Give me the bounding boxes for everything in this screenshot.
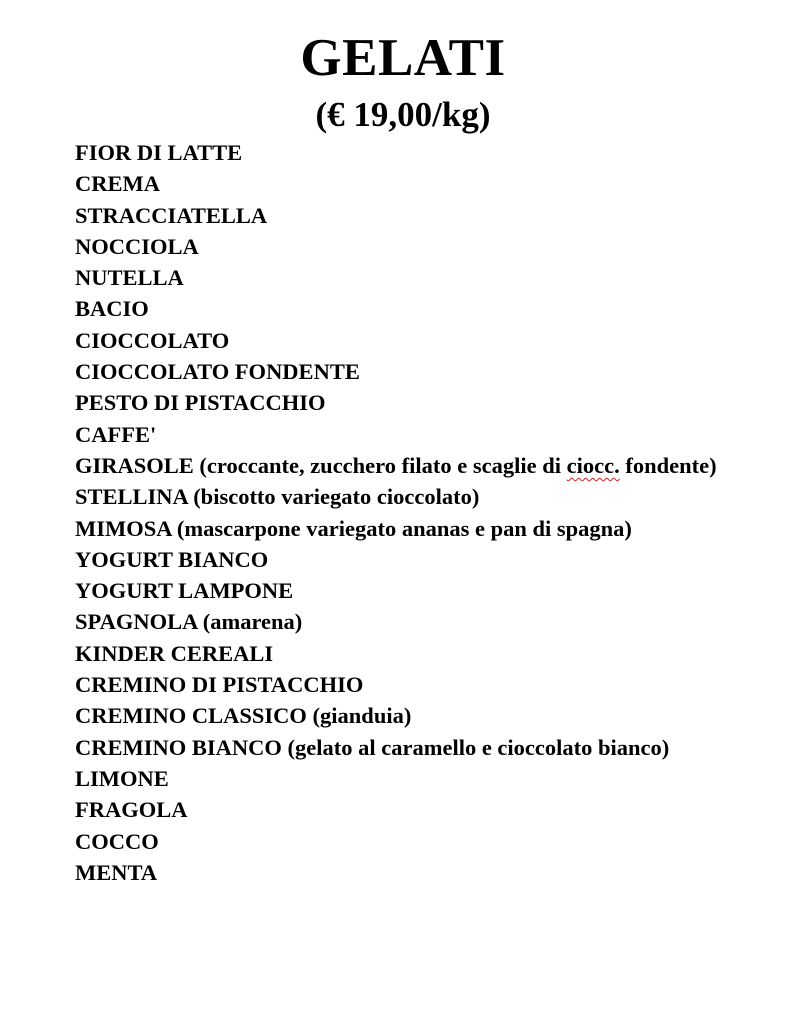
list-item bbox=[75, 638, 731, 669]
flavor-name: SPAGNOLA bbox=[75, 609, 198, 635]
list-item bbox=[75, 669, 731, 700]
flavor-description: (biscotto variegato cioccolato) bbox=[193, 484, 480, 510]
flavor-name: YOGURT BIANCO bbox=[75, 546, 269, 572]
list-item bbox=[75, 200, 731, 231]
flavor-name: KINDER CEREALI bbox=[75, 640, 274, 666]
price-per-kg: (€ 19,00/kg) bbox=[315, 95, 491, 134]
flavor-name: MENTA bbox=[75, 859, 158, 885]
flavor-description: (gelato al caramello e cioccolato bianco) bbox=[287, 734, 670, 760]
flavor-name: STELLINA bbox=[75, 484, 188, 510]
list-item bbox=[75, 826, 731, 857]
list-item bbox=[75, 168, 731, 199]
list-item bbox=[75, 606, 731, 637]
page-title: GELATI bbox=[300, 29, 506, 87]
flavor-name: FRAGOLA bbox=[75, 797, 188, 823]
list-item bbox=[75, 544, 731, 575]
flavor-name: CREMA bbox=[75, 171, 160, 197]
list-item bbox=[75, 794, 731, 825]
flavor-name: STRACCIATELLA bbox=[75, 202, 268, 228]
flavor-name: CAFFE' bbox=[75, 421, 157, 447]
list-item bbox=[75, 732, 731, 763]
flavor-name: BACIO bbox=[75, 296, 149, 322]
list-item bbox=[75, 356, 731, 387]
list-item bbox=[75, 700, 731, 731]
flavor-name: PESTO DI PISTACCHIO bbox=[75, 390, 326, 416]
list-item bbox=[75, 419, 731, 450]
spellcheck-flagged-word: ciocc. bbox=[566, 452, 620, 478]
flavor-name: COCCO bbox=[75, 828, 159, 854]
flavor-name: NOCCIOLA bbox=[75, 233, 199, 259]
list-item bbox=[75, 293, 731, 324]
flavor-name: MIMOSA bbox=[75, 515, 172, 541]
list-item bbox=[75, 387, 731, 418]
list-item bbox=[75, 857, 731, 888]
flavor-name: YOGURT LAMPONE bbox=[75, 578, 294, 604]
description-text: fondente) bbox=[619, 452, 717, 478]
flavor-name: CIOCCOLATO FONDENTE bbox=[75, 359, 360, 385]
flavor-name: FIOR DI LATTE bbox=[75, 140, 243, 165]
flavor-name: CIOCCOLATO bbox=[75, 327, 230, 353]
flavor-name: NUTELLA bbox=[75, 265, 184, 291]
list-item bbox=[75, 575, 731, 606]
flavor-name: LIMONE bbox=[75, 765, 169, 791]
flavor-list bbox=[75, 137, 731, 888]
flavor-description: (amarena) bbox=[202, 609, 303, 635]
list-item bbox=[75, 325, 731, 356]
list-item bbox=[75, 262, 731, 293]
flavor-name: CREMINO CLASSICO bbox=[75, 703, 307, 729]
flavor-name: CREMINO BIANCO bbox=[75, 734, 282, 760]
list-item bbox=[75, 481, 731, 512]
flavor-description bbox=[199, 453, 716, 478]
list-item bbox=[75, 137, 731, 168]
flavor-description: (mascarpone variegato ananas e pan di spagna) bbox=[176, 515, 632, 541]
list-item bbox=[75, 513, 731, 544]
list-item bbox=[75, 231, 731, 262]
flavor-description: (gianduia) bbox=[312, 703, 412, 729]
list-item bbox=[75, 450, 731, 481]
flavor-name: CREMINO DI PISTACCHIO bbox=[75, 672, 364, 698]
flavor-name: GIRASOLE bbox=[75, 452, 194, 478]
list-item bbox=[75, 763, 731, 794]
description-text: (croccante, zucchero filato e scaglie di bbox=[199, 452, 567, 478]
